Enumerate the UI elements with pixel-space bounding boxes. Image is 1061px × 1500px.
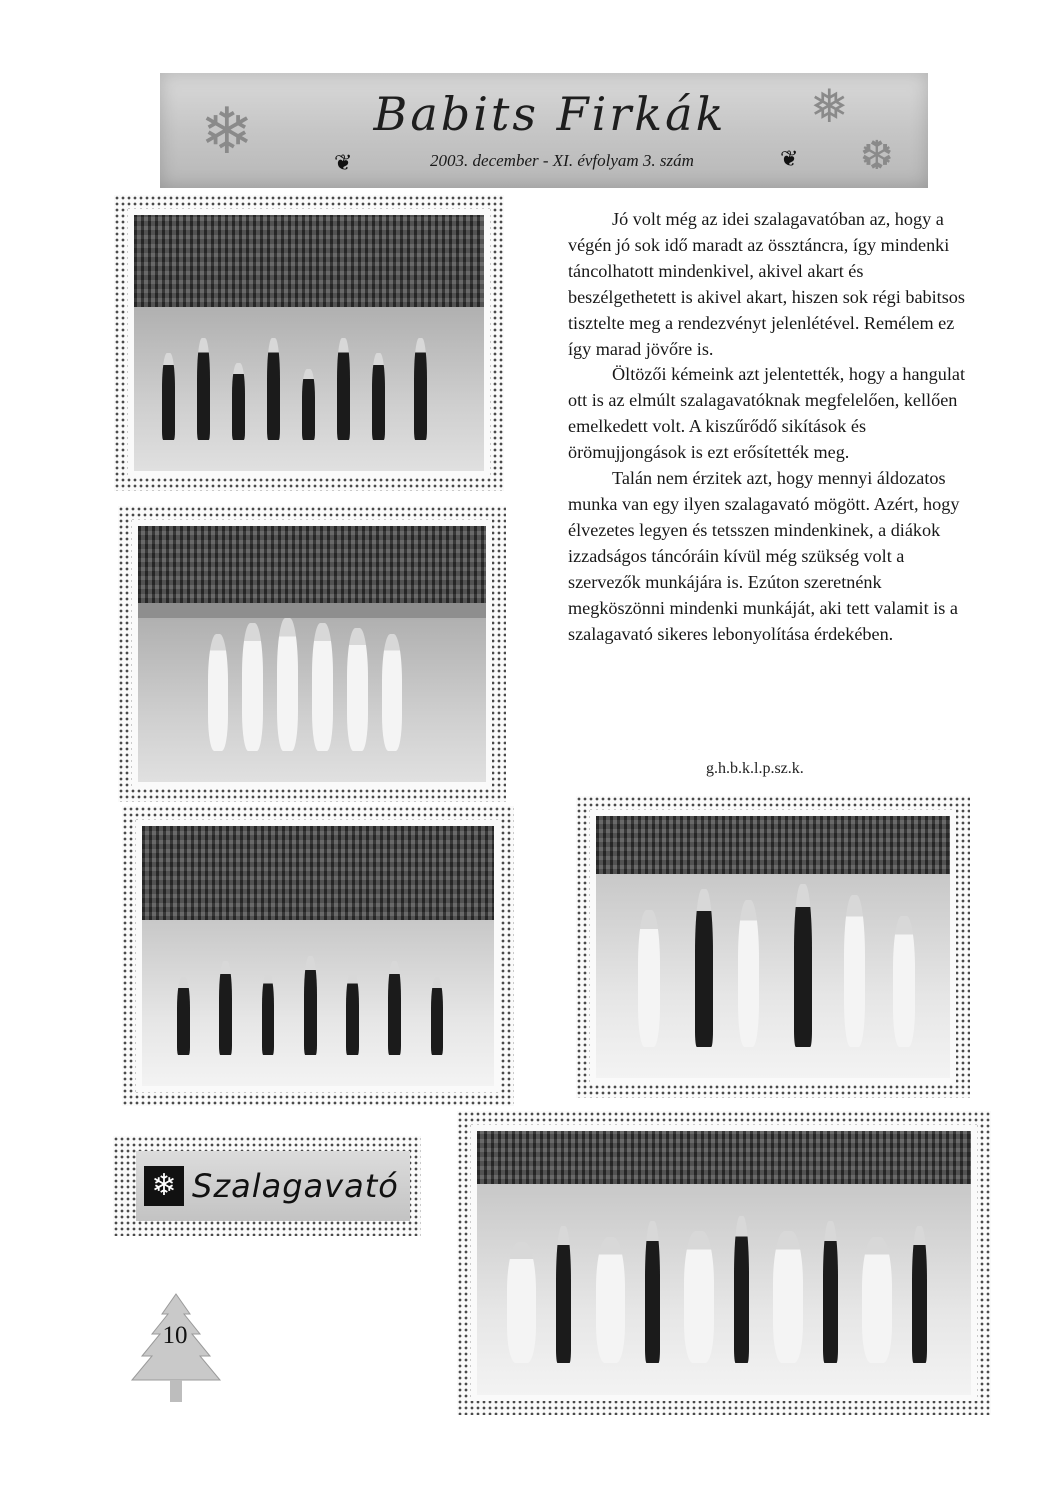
photo-ballroom-group	[477, 1131, 971, 1395]
snowflake-icon: ❄	[144, 1166, 184, 1206]
photo-frame	[457, 1111, 991, 1415]
snowflake-icon: ❄	[200, 95, 254, 169]
photo-girls-dance	[138, 526, 486, 782]
header-banner	[160, 73, 928, 188]
page-number: 10	[162, 1322, 188, 1349]
photo-frame	[576, 796, 970, 1098]
snowflake-icon: ❅	[810, 79, 849, 133]
article-paragraph: Talán nem érzitek azt, hogy mennyi áldozatos munka van egy ilyen szalagavató mögött. Azért, hogy élvezetes legyen és tetsszen mindenkinek, a diákok izzadságos táncóráin kívül még szükség volt a szervezők munkájára is. Ezúton szeretnénk megköszönni mindenki munkáját, aki tett valamit is a szalagavató sikeres lebonyolítása érdekében.	[568, 468, 960, 644]
photo-frame	[118, 506, 506, 802]
photo-circle-dance	[142, 826, 494, 1086]
photo-dance-group	[134, 215, 484, 471]
article-body	[568, 207, 966, 647]
photo-frame	[114, 195, 504, 491]
article-signature: g.h.b.k.l.p.sz.k.	[706, 760, 804, 777]
article-paragraph: Öltözői kémeink azt jelentették, hogy a hangulat ott is az elmúlt szalagavatóknak megfelelően, kellően emelkedett volt. A kiszűrődő sikítások és örömujjongások is ezt erősítették meg.	[568, 364, 966, 463]
holly-icon: ❦	[780, 147, 799, 172]
snowflake-icon: ❆	[860, 133, 894, 179]
photo-ballroom-couples	[596, 816, 950, 1078]
section-label-text: Szalagavató	[192, 1167, 399, 1205]
holly-icon: ❦	[334, 151, 353, 176]
issue-info: 2003. december - XI. évfolyam 3. szám	[430, 151, 694, 170]
photo-frame	[122, 806, 514, 1106]
section-label	[136, 1151, 410, 1221]
article-paragraph: Jó volt még az idei szalagavatóban az, hogy a végén jó sok idő maradt az össztáncra, így mindenki táncolhatott mindenkivel, akivel akart és beszélgethetett is akivel akart, hiszen sok régi babitsos tisztelte meg a rendezvényt jelenlétével. Remélem ez így marad jövőre is.	[568, 209, 965, 359]
newsletter-title: Babits Firkák	[373, 87, 727, 141]
